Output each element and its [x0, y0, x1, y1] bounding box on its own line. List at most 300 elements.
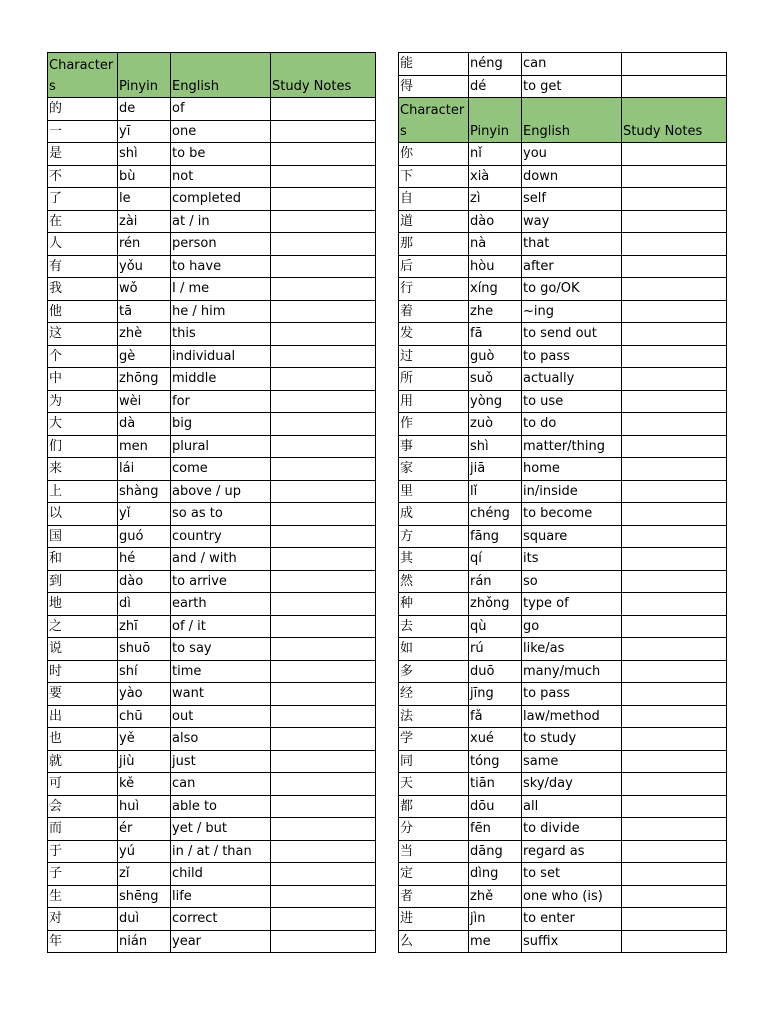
study-notes-cell[interactable] [271, 683, 376, 706]
study-notes-cell[interactable] [622, 278, 727, 301]
pinyin-cell: dāng [469, 840, 522, 863]
study-notes-cell[interactable] [271, 255, 376, 278]
table-row [399, 165, 727, 188]
study-notes-cell[interactable] [622, 503, 727, 526]
english-cell: person [171, 233, 271, 256]
table-row [399, 773, 727, 796]
english-cell: type of [522, 593, 622, 616]
character-cell: 就 [48, 750, 118, 773]
character-cell: 去 [399, 615, 469, 638]
character-cell: 作 [399, 413, 469, 436]
pinyin-cell: dìng [469, 863, 522, 886]
table-row [399, 503, 727, 526]
pinyin-cell: zhě [469, 885, 522, 908]
table-row [399, 458, 727, 481]
table-row [399, 885, 727, 908]
english-cell: suffix [522, 930, 622, 953]
pinyin-cell: shì [469, 435, 522, 458]
table-row [48, 413, 376, 436]
english-cell: correct [171, 908, 271, 931]
table-row [48, 278, 376, 301]
header-english: English [522, 98, 622, 143]
study-notes-cell[interactable] [622, 840, 727, 863]
study-notes-cell[interactable] [271, 638, 376, 661]
pinyin-cell: fǎ [469, 705, 522, 728]
study-notes-cell[interactable] [271, 210, 376, 233]
english-cell: he / him [171, 300, 271, 323]
character-cell: 不 [48, 165, 118, 188]
table-row [399, 345, 727, 368]
character-cell: 所 [399, 368, 469, 391]
study-notes-cell[interactable] [271, 233, 376, 256]
pinyin-cell: yě [118, 728, 171, 751]
pinyin-cell: gè [118, 345, 171, 368]
study-notes-cell[interactable] [622, 885, 727, 908]
pinyin-cell: yǒu [118, 255, 171, 278]
english-cell: to divide [522, 818, 622, 841]
pinyin-cell: zǐ [118, 863, 171, 886]
pinyin-cell: kě [118, 773, 171, 796]
pinyin-cell: yú [118, 840, 171, 863]
study-notes-cell[interactable] [622, 300, 727, 323]
english-cell: year [171, 930, 271, 953]
pinyin-cell: yǐ [118, 503, 171, 526]
table-row [48, 683, 376, 706]
english-cell: child [171, 863, 271, 886]
table-row [399, 840, 727, 863]
pinyin-cell: tóng [469, 750, 522, 773]
character-cell: 方 [399, 525, 469, 548]
english-cell: in/inside [522, 480, 622, 503]
character-cell: 一 [48, 120, 118, 143]
study-notes-cell[interactable] [622, 773, 727, 796]
table-row [48, 458, 376, 481]
character-cell: 然 [399, 570, 469, 593]
english-cell: same [522, 750, 622, 773]
table-row [399, 278, 727, 301]
english-cell: I / me [171, 278, 271, 301]
study-notes-cell[interactable] [622, 188, 727, 211]
pinyin-cell: zhī [118, 615, 171, 638]
english-cell: matter/thing [522, 435, 622, 458]
table-row [399, 323, 727, 346]
table-row [48, 525, 376, 548]
table-row [48, 908, 376, 931]
character-cell: 会 [48, 795, 118, 818]
english-cell: home [522, 458, 622, 481]
study-notes-cell[interactable] [271, 458, 376, 481]
character-cell: 里 [399, 480, 469, 503]
pinyin-cell: fā [469, 323, 522, 346]
character-cell: 于 [48, 840, 118, 863]
study-notes-cell[interactable] [622, 143, 727, 166]
table-row [48, 233, 376, 256]
english-cell: individual [171, 345, 271, 368]
study-notes-cell[interactable] [622, 548, 727, 571]
pinyin-cell: rú [469, 638, 522, 661]
english-cell: able to [171, 795, 271, 818]
table-row [48, 705, 376, 728]
study-notes-cell[interactable] [622, 368, 727, 391]
study-notes-cell[interactable] [622, 638, 727, 661]
character-cell: 法 [399, 705, 469, 728]
table-row [399, 188, 727, 211]
pinyin-cell: hé [118, 548, 171, 571]
study-notes-cell[interactable] [622, 660, 727, 683]
english-cell: not [171, 165, 271, 188]
study-notes-cell[interactable] [622, 728, 727, 751]
pinyin-cell: yī [118, 120, 171, 143]
study-notes-cell[interactable] [271, 593, 376, 616]
pinyin-cell: dào [118, 570, 171, 593]
study-notes-cell[interactable] [271, 840, 376, 863]
study-notes-cell[interactable] [622, 233, 727, 256]
table-row [48, 435, 376, 458]
table-header-row [48, 53, 376, 98]
table-row [48, 300, 376, 323]
pinyin-cell: chéng [469, 503, 522, 526]
pinyin-cell: shí [118, 660, 171, 683]
pinyin-cell: nǐ [469, 143, 522, 166]
character-cell: 大 [48, 413, 118, 436]
study-notes-cell[interactable] [271, 570, 376, 593]
pinyin-cell: zuò [469, 413, 522, 436]
english-cell: one who (is) [522, 885, 622, 908]
table-row [399, 705, 727, 728]
pinyin-cell: zhe [469, 300, 522, 323]
english-cell: all [522, 795, 622, 818]
english-cell: to go/OK [522, 278, 622, 301]
character-cell: 以 [48, 503, 118, 526]
english-cell: to study [522, 728, 622, 751]
pinyin-cell: jiā [469, 458, 522, 481]
character-cell: 他 [48, 300, 118, 323]
table-row [48, 503, 376, 526]
pinyin-cell: shàng [118, 480, 171, 503]
english-cell: to send out [522, 323, 622, 346]
study-notes-cell[interactable] [622, 615, 727, 638]
english-cell: one [171, 120, 271, 143]
header-study-notes: Study Notes [271, 53, 376, 98]
pinyin-cell: néng [469, 53, 522, 76]
pinyin-cell: lǐ [469, 480, 522, 503]
character-cell: 这 [48, 323, 118, 346]
vocab-table-left [47, 52, 376, 953]
character-cell: 种 [399, 593, 469, 616]
study-notes-cell[interactable] [271, 818, 376, 841]
study-notes-cell[interactable] [622, 930, 727, 953]
table-row [399, 615, 727, 638]
pinyin-cell: yào [118, 683, 171, 706]
english-cell: to become [522, 503, 622, 526]
table-row [399, 300, 727, 323]
table-row [399, 435, 727, 458]
table-row [48, 863, 376, 886]
pinyin-cell: qí [469, 548, 522, 571]
english-cell: can [522, 53, 622, 76]
study-notes-cell[interactable] [271, 390, 376, 413]
study-notes-cell[interactable] [271, 795, 376, 818]
english-cell: to have [171, 255, 271, 278]
english-cell: ~ing [522, 300, 622, 323]
study-notes-cell[interactable] [622, 345, 727, 368]
study-notes-cell[interactable] [622, 210, 727, 233]
english-cell: big [171, 413, 271, 436]
study-notes-cell[interactable] [271, 863, 376, 886]
english-cell: so as to [171, 503, 271, 526]
study-notes-cell[interactable] [622, 435, 727, 458]
study-notes-cell[interactable] [622, 683, 727, 706]
study-notes-cell[interactable] [622, 705, 727, 728]
study-notes-cell[interactable] [271, 323, 376, 346]
pinyin-cell: huì [118, 795, 171, 818]
study-notes-cell[interactable] [271, 435, 376, 458]
english-cell: you [522, 143, 622, 166]
table-row [48, 840, 376, 863]
pinyin-cell: guò [469, 345, 522, 368]
study-notes-cell[interactable] [271, 660, 376, 683]
vocab-table-right-body [399, 53, 727, 953]
study-notes-cell[interactable] [271, 98, 376, 121]
table-row [399, 750, 727, 773]
character-cell: 说 [48, 638, 118, 661]
table-row [399, 638, 727, 661]
character-cell: 如 [399, 638, 469, 661]
table-row [48, 593, 376, 616]
character-cell: 你 [399, 143, 469, 166]
english-cell: that [522, 233, 622, 256]
header-english: English [171, 53, 271, 98]
pinyin-cell: shuō [118, 638, 171, 661]
study-notes-cell[interactable] [622, 908, 727, 931]
study-notes-cell[interactable] [271, 345, 376, 368]
study-notes-cell[interactable] [622, 570, 727, 593]
character-cell: 和 [48, 548, 118, 571]
english-cell: go [522, 615, 622, 638]
pinyin-cell: zì [469, 188, 522, 211]
english-cell: in / at / than [171, 840, 271, 863]
study-notes-cell[interactable] [271, 120, 376, 143]
table-row [48, 570, 376, 593]
english-cell: self [522, 188, 622, 211]
character-cell: 中 [48, 368, 118, 391]
table-row [399, 413, 727, 436]
pinyin-cell: fāng [469, 525, 522, 548]
header-characters: Characters [48, 53, 118, 98]
study-notes-cell[interactable] [622, 593, 727, 616]
english-cell: just [171, 750, 271, 773]
english-cell: down [522, 165, 622, 188]
table-row [48, 930, 376, 953]
table-row [399, 728, 727, 751]
pinyin-cell: dào [469, 210, 522, 233]
study-notes-cell[interactable] [622, 863, 727, 886]
pinyin-cell: wèi [118, 390, 171, 413]
study-notes-cell[interactable] [622, 75, 727, 98]
character-cell: 为 [48, 390, 118, 413]
english-cell: regard as [522, 840, 622, 863]
study-notes-cell[interactable] [622, 525, 727, 548]
study-notes-cell[interactable] [271, 188, 376, 211]
study-notes-cell[interactable] [271, 143, 376, 166]
english-cell: way [522, 210, 622, 233]
pinyin-cell: de [118, 98, 171, 121]
character-cell: 的 [48, 98, 118, 121]
table-row [48, 750, 376, 773]
english-cell: to get [522, 75, 622, 98]
pinyin-cell: duì [118, 908, 171, 931]
character-cell: 定 [399, 863, 469, 886]
character-cell: 者 [399, 885, 469, 908]
pinyin-cell: guó [118, 525, 171, 548]
pinyin-cell: ér [118, 818, 171, 841]
pinyin-cell: men [118, 435, 171, 458]
english-cell: sky/day [522, 773, 622, 796]
table-row [399, 390, 727, 413]
english-cell: to set [522, 863, 622, 886]
table-row [48, 345, 376, 368]
character-cell: 上 [48, 480, 118, 503]
table-row [48, 390, 376, 413]
english-cell: this [171, 323, 271, 346]
character-cell: 人 [48, 233, 118, 256]
vocab-table-right [398, 52, 727, 953]
table-row [48, 480, 376, 503]
character-cell: 学 [399, 728, 469, 751]
table-row [48, 323, 376, 346]
study-notes-cell[interactable] [271, 480, 376, 503]
english-cell: above / up [171, 480, 271, 503]
header-pinyin: Pinyin [118, 53, 171, 98]
table-row [48, 795, 376, 818]
table-row [48, 120, 376, 143]
study-notes-cell[interactable] [271, 368, 376, 391]
study-notes-cell[interactable] [271, 548, 376, 571]
character-cell: 是 [48, 143, 118, 166]
header-study-notes: Study Notes [622, 98, 727, 143]
english-cell: yet / but [171, 818, 271, 841]
character-cell: 也 [48, 728, 118, 751]
character-cell: 可 [48, 773, 118, 796]
character-cell: 用 [399, 390, 469, 413]
study-notes-cell[interactable] [271, 300, 376, 323]
study-notes-cell[interactable] [271, 930, 376, 953]
character-cell: 家 [399, 458, 469, 481]
study-notes-cell[interactable] [622, 255, 727, 278]
pinyin-cell: hòu [469, 255, 522, 278]
study-notes-cell[interactable] [622, 413, 727, 436]
study-notes-cell[interactable] [271, 503, 376, 526]
study-notes-cell[interactable] [622, 390, 727, 413]
pinyin-cell: xià [469, 165, 522, 188]
pinyin-cell: fēn [469, 818, 522, 841]
english-cell: to do [522, 413, 622, 436]
pinyin-cell: jiù [118, 750, 171, 773]
study-notes-cell[interactable] [271, 165, 376, 188]
english-cell: square [522, 525, 622, 548]
header-characters: Characters [399, 98, 469, 143]
table-row [399, 210, 727, 233]
pinyin-cell: duō [469, 660, 522, 683]
pinyin-cell: le [118, 188, 171, 211]
study-notes-cell[interactable] [622, 480, 727, 503]
table-row [48, 210, 376, 233]
pinyin-cell: xíng [469, 278, 522, 301]
study-notes-cell[interactable] [622, 53, 727, 76]
study-notes-cell[interactable] [622, 795, 727, 818]
study-notes-cell[interactable] [622, 750, 727, 773]
table-row [48, 885, 376, 908]
character-cell: 发 [399, 323, 469, 346]
character-cell: 同 [399, 750, 469, 773]
table-row [399, 525, 727, 548]
character-cell: 其 [399, 548, 469, 571]
english-cell: of / it [171, 615, 271, 638]
english-cell: can [171, 773, 271, 796]
character-cell: 得 [399, 75, 469, 98]
character-cell: 出 [48, 705, 118, 728]
study-notes-cell[interactable] [622, 165, 727, 188]
pinyin-cell: zhōng [118, 368, 171, 391]
table-row [399, 930, 727, 953]
table-row [48, 165, 376, 188]
study-notes-cell[interactable] [622, 818, 727, 841]
english-cell: to use [522, 390, 622, 413]
character-cell: 来 [48, 458, 118, 481]
table-row [399, 570, 727, 593]
pinyin-cell: me [469, 930, 522, 953]
pinyin-cell: xué [469, 728, 522, 751]
table-row [399, 795, 727, 818]
character-cell: 行 [399, 278, 469, 301]
study-notes-cell[interactable] [271, 885, 376, 908]
table-row [399, 818, 727, 841]
character-cell: 之 [48, 615, 118, 638]
study-notes-cell[interactable] [271, 705, 376, 728]
table-row [399, 368, 727, 391]
character-cell: 们 [48, 435, 118, 458]
table-row [48, 728, 376, 751]
study-notes-cell[interactable] [271, 615, 376, 638]
english-cell: its [522, 548, 622, 571]
pinyin-cell: jìn [469, 908, 522, 931]
study-notes-cell[interactable] [271, 525, 376, 548]
pinyin-cell: rén [118, 233, 171, 256]
pinyin-cell: dì [118, 593, 171, 616]
english-cell: life [171, 885, 271, 908]
vocab-table-left-body [48, 53, 376, 953]
study-notes-cell[interactable] [622, 323, 727, 346]
character-cell: 个 [48, 345, 118, 368]
study-notes-cell[interactable] [271, 278, 376, 301]
table-row [48, 368, 376, 391]
table-row [48, 615, 376, 638]
study-notes-cell[interactable] [622, 458, 727, 481]
pinyin-cell: dōu [469, 795, 522, 818]
table-row [399, 233, 727, 256]
study-notes-cell[interactable] [271, 750, 376, 773]
english-cell: out [171, 705, 271, 728]
study-notes-cell[interactable] [271, 773, 376, 796]
study-notes-cell[interactable] [271, 413, 376, 436]
study-notes-cell[interactable] [271, 908, 376, 931]
english-cell: to be [171, 143, 271, 166]
table-row [399, 863, 727, 886]
header-pinyin: Pinyin [469, 98, 522, 143]
character-cell: 到 [48, 570, 118, 593]
study-notes-cell[interactable] [271, 728, 376, 751]
character-cell: 地 [48, 593, 118, 616]
